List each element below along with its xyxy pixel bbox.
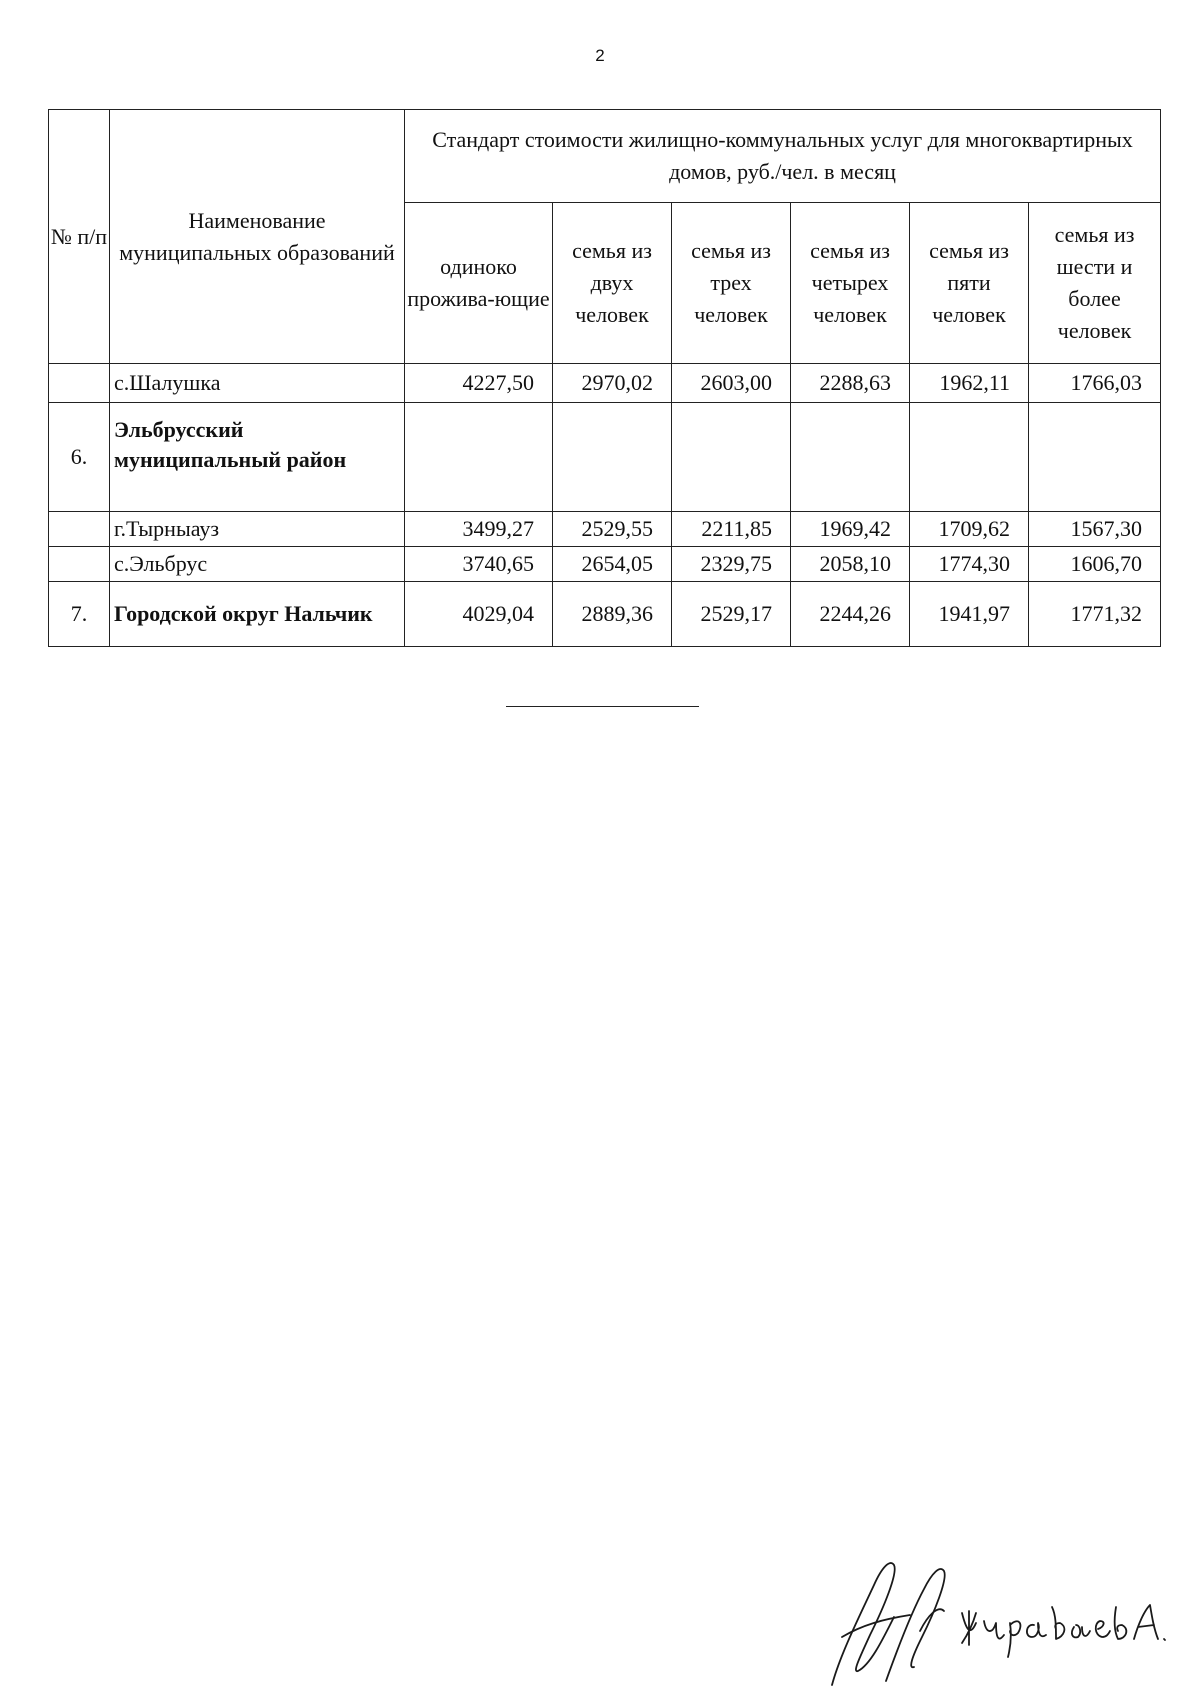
row-value	[791, 403, 910, 512]
row-value: 1766,03	[1029, 364, 1161, 403]
header-number: № п/п	[49, 110, 110, 364]
row-value: 2058,10	[791, 547, 910, 582]
row-value: 1606,70	[1029, 547, 1161, 582]
row-name: Городской округ Нальчик	[110, 582, 405, 647]
row-number	[49, 512, 110, 547]
row-value: 3499,27	[405, 512, 553, 547]
row-number	[49, 364, 110, 403]
header-column: семья из шести и более человек	[1029, 203, 1161, 364]
header-column: одиноко прожива-ющие	[405, 203, 553, 364]
table-row	[49, 512, 1161, 547]
row-value: 3740,65	[405, 547, 553, 582]
closing-rule	[506, 706, 699, 707]
tariff-table	[48, 109, 1161, 647]
row-value: 1962,11	[910, 364, 1029, 403]
row-name: г.Тырныауз	[110, 512, 405, 547]
row-value: 4029,04	[405, 582, 553, 647]
row-value: 2329,75	[672, 547, 791, 582]
row-value: 2603,00	[672, 364, 791, 403]
row-name: с.Шалушка	[110, 364, 405, 403]
row-value: 1774,30	[910, 547, 1029, 582]
row-number: 6.	[49, 403, 110, 512]
row-value: 2529,55	[553, 512, 672, 547]
row-value: 1969,42	[791, 512, 910, 547]
table-row	[49, 364, 1161, 403]
row-value: 1771,32	[1029, 582, 1161, 647]
row-value	[672, 403, 791, 512]
header-column: семья из пяти человек	[910, 203, 1029, 364]
header-column: семья из двух человек	[553, 203, 672, 364]
table-header-row	[49, 110, 1161, 203]
row-value: 2529,17	[672, 582, 791, 647]
table-row	[49, 403, 1161, 512]
table-row	[49, 582, 1161, 647]
row-value	[1029, 403, 1161, 512]
row-value: 2244,26	[791, 582, 910, 647]
row-value: 1567,30	[1029, 512, 1161, 547]
row-name: Эльбрусский муниципальный район	[110, 403, 405, 512]
handwritten-signature	[812, 1545, 1172, 1695]
row-number	[49, 547, 110, 582]
header-column: семья из трех человек	[672, 203, 791, 364]
row-value: 2211,85	[672, 512, 791, 547]
page-number: 2	[595, 46, 605, 65]
row-value: 1709,62	[910, 512, 1029, 547]
row-value	[553, 403, 672, 512]
header-column: семья из четырех человек	[791, 203, 910, 364]
row-value: 1941,97	[910, 582, 1029, 647]
header-name: Наименование муниципальных образований	[110, 110, 405, 364]
row-value	[910, 403, 1029, 512]
row-name: с.Эльбрус	[110, 547, 405, 582]
row-value: 2288,63	[791, 364, 910, 403]
row-value: 4227,50	[405, 364, 553, 403]
header-group: Стандарт стоимости жилищно-коммунальных услуг для многоквартирных домов, руб./чел. в месяц	[405, 110, 1161, 203]
row-value: 2654,05	[553, 547, 672, 582]
table-row	[49, 547, 1161, 582]
row-value	[405, 403, 553, 512]
row-value: 2889,36	[553, 582, 672, 647]
row-value: 2970,02	[553, 364, 672, 403]
row-number: 7.	[49, 582, 110, 647]
